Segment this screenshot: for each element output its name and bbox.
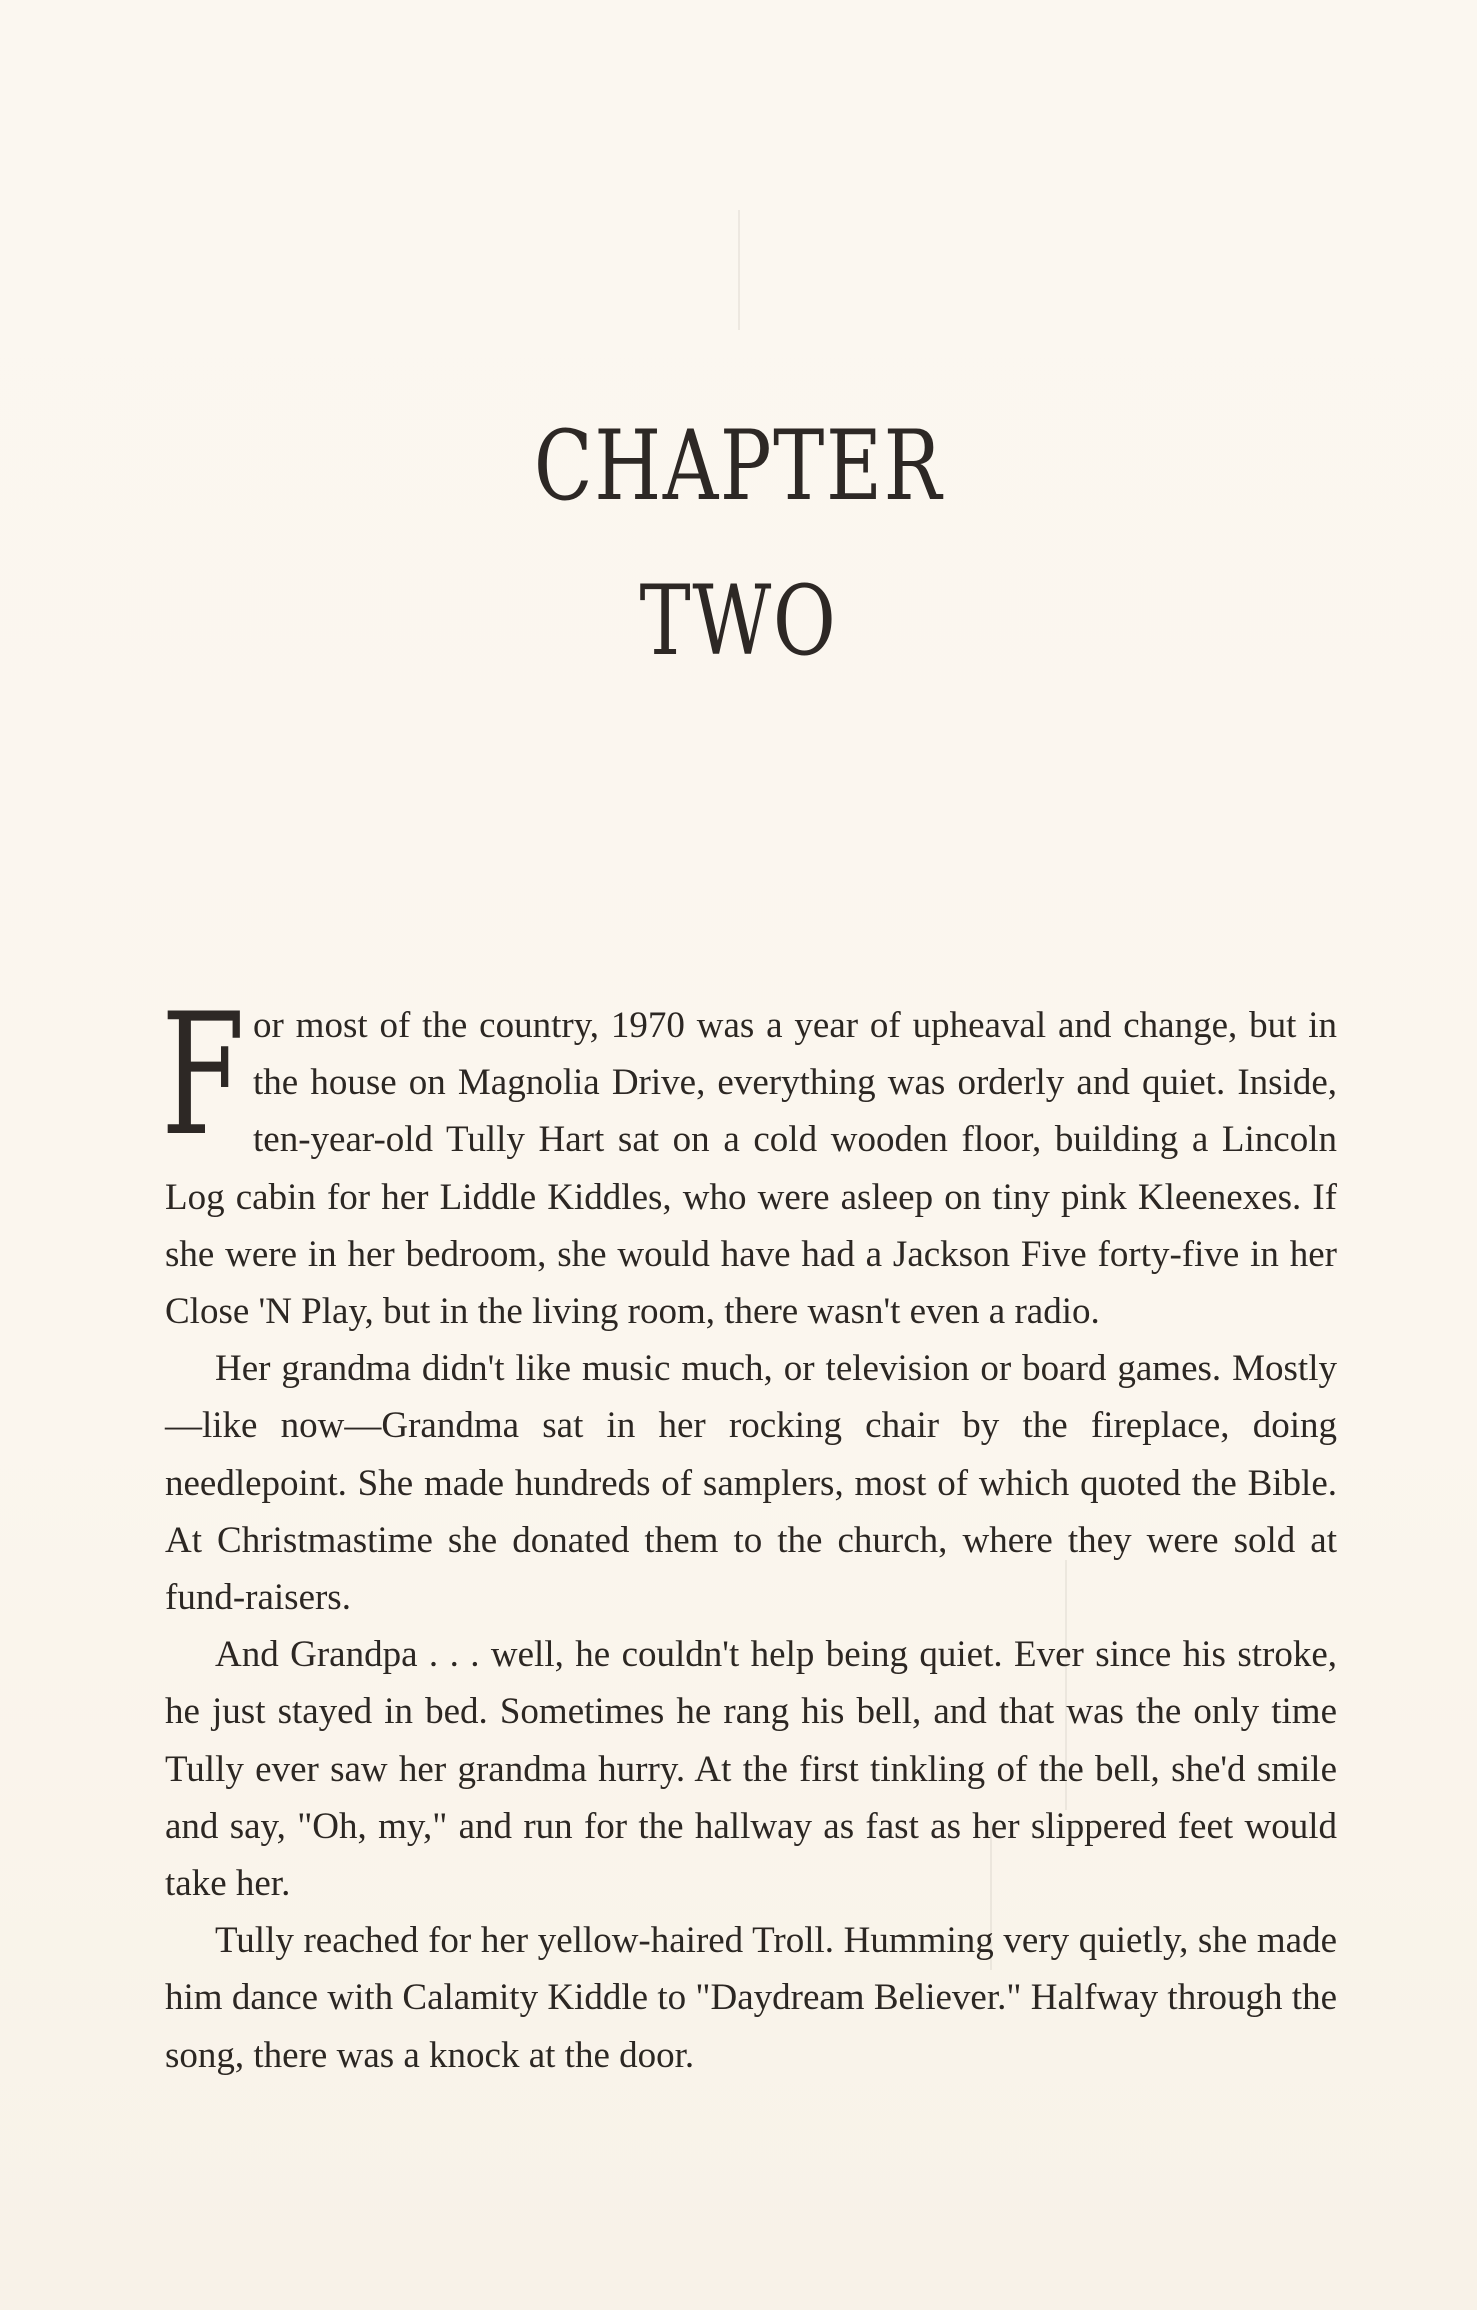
chapter-number: TWO bbox=[639, 565, 838, 677]
paragraph: Tully reached for her yellow-haired Troll. Humming very quietly, she made him dance with Calamity Kiddle to "Daydream Believer." Halfway through the song, there was a knock at the door. bbox=[165, 1920, 1337, 2076]
paragraph bbox=[161, 977, 1337, 1340]
scan-mark bbox=[738, 210, 740, 330]
paragraph: Her grandma didn't like music much, or television or board games. Mostly—like now—Grandma sat in her rocking chair by the fireplace, doing needlepoint. She made hundreds of samplers, most of which quoted the Bible. At Christmastime she donated them to the church, where they were sold at fund-raisers. bbox=[165, 1348, 1337, 1619]
chapter-body bbox=[161, 977, 1337, 2084]
drop-cap: F bbox=[161, 977, 245, 1173]
paragraph-text: or most of the country, 1970 was a year of upheaval and change, but in the house on Magnolia Drive, everything was orderly and quiet. Inside, ten-year-old Tully Hart sat on a cold wooden floor, building a Lincoln Log cabin for her Liddle Kiddles, who were asleep on tiny pink Kleenexes. If she were in her bedroom, she would have had a Jackson Five forty-five in her Close 'N Play, but in the living room, there wasn't even a radio. bbox=[165, 1005, 1337, 1333]
paragraph: And Grandpa . . . well, he couldn't help being quiet. Ever since his stroke, he just stayed in bed. Sometimes he rang his bell, and that was the only time Tully ever saw her grandma hurry. At the first tinkling of the bell, she'd smile and say, "Oh, my," and run for the hallway as fast as her slippered feet would take her. bbox=[165, 1634, 1337, 1905]
chapter-label: CHAPTER bbox=[533, 410, 944, 522]
